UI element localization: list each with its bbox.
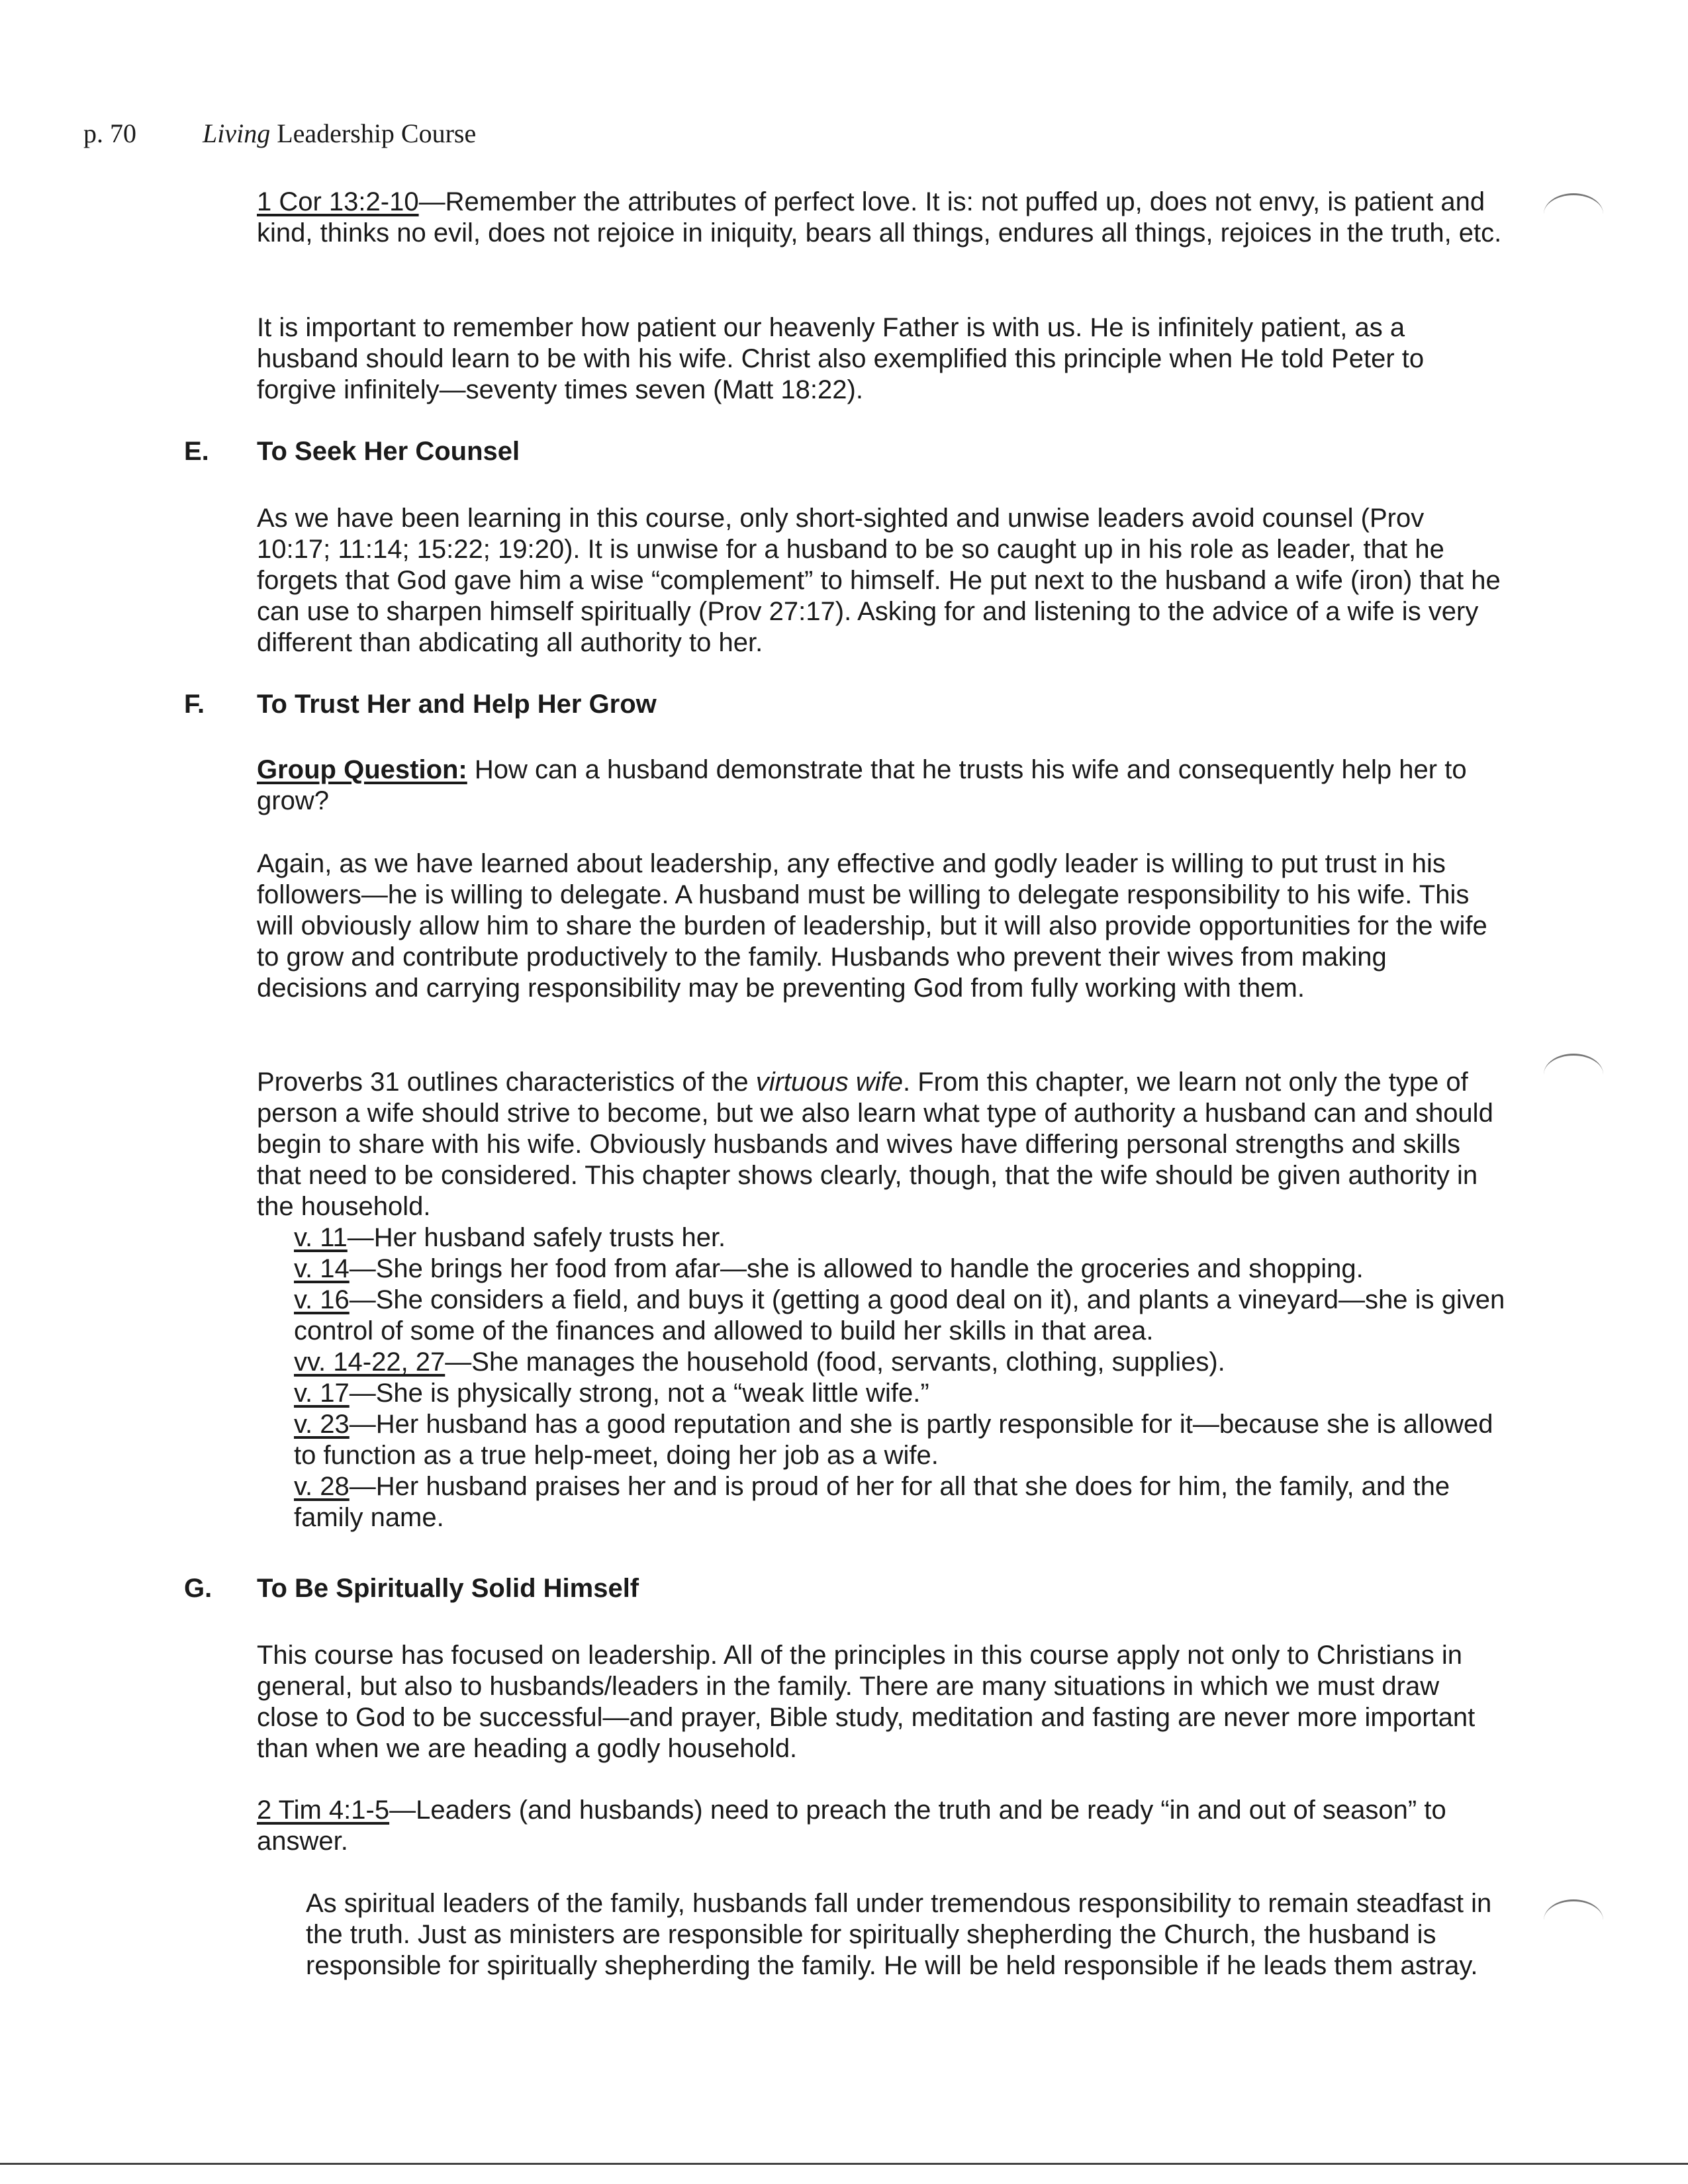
section-e-body <box>257 503 1501 659</box>
verse-text: —She brings her food from afar—she is allowed to handle the groceries and shopping. <box>349 1254 1364 1283</box>
section-g-letter: G. <box>184 1574 212 1603</box>
patience-paragraph <box>257 312 1501 406</box>
group-question-label: Group Question: <box>257 755 467 784</box>
list-item <box>294 1378 1512 1409</box>
verse-ref: v. 28 <box>294 1472 350 1501</box>
verse-ref: vv. 14-22, 27 <box>294 1347 445 1377</box>
verse-ref: v. 17 <box>294 1379 350 1408</box>
course-title: Leadership Course <box>270 118 477 148</box>
timothy-text: —Leaders (and husbands) need to preach the truth and be ready “in and out of season” to answer. <box>257 1796 1446 1856</box>
verse-ref: v. 14 <box>294 1254 350 1283</box>
verse-text: —Her husband has a good reputation and she is partly responsible for it—because she is allowed to function as a true help-meet, doing her job as a wife. <box>294 1410 1493 1470</box>
group-question <box>257 754 1501 817</box>
intro-paragraph <box>257 187 1515 249</box>
list-item <box>294 1285 1512 1347</box>
section-e-text: As we have been learning in this course, only short-sighted and unwise leaders avoid counsel (Prov 10:17; 11:14; 15:22; 19:20). It is unwise for a husband to be so caught up in his role as leader, that he forgets that God gave him a wise “complement” to himself. He put next to the husband a wife (iron) that he can use to sharpen himself spiritually (Prov 27:17). Asking for and listening to the advice of a wife is very different than abdicating all authority to her. <box>257 504 1501 657</box>
delegation-text: Again, as we have learned about leadership, any effective and godly leader is willing to put trust in his followers—he is willing to delegate. A husband must be willing to delegate responsibility to his wife. This will obviously allow him to share the burden of leadership, but it will also provide opportunities for the wife to grow and contribute productively to the family. Husbands who prevent their wives from making decisions and carrying responsibility may be preventing God from fully working with them. <box>257 849 1487 1003</box>
intro-text: —Remember the attributes of perfect love. It is: not puffed up, does not envy, is patient and kind, thinks no evil, does not rejoice in iniquity, bears all things, endures all things, rejoices in the truth, etc. <box>257 187 1502 248</box>
section-f-title: To Trust Her and Help Her Grow <box>257 690 657 719</box>
list-item <box>294 1471 1512 1533</box>
verse-text: —Her husband safely trusts her. <box>347 1223 726 1252</box>
leadership-text: This course has focused on leadership. All of the principles in this course apply not only to Christians in general, but also to husbands/leaders in the family. There are many situations in which we must draw close to God to be successful—and prayer, Bible study, meditation and fasting are never more important than when we are heading a godly household. <box>257 1641 1476 1763</box>
group-question-text: How can a husband demonstrate that he trusts his wife and consequently help her to grow? <box>257 755 1467 815</box>
proverbs-paragraph <box>257 1067 1501 1222</box>
verse-ref: v. 16 <box>294 1285 350 1314</box>
verse-text: —Her husband praises her and is proud of her for all that she does for him, the family, and the family name. <box>294 1472 1450 1532</box>
verse-text: —She manages the household (food, servants, clothing, supplies). <box>445 1347 1225 1377</box>
binder-hole-mark <box>1544 1899 1603 1941</box>
scripture-ref: 2 Tim 4:1-5 <box>257 1796 390 1825</box>
proverbs-text-b: . From this chapter, we learn not only the type of person a wife should strive to become, but we also learn what type of authority a husband can and should begin to share with his wife. Obviously husbands and wives have differing personal strengths and skills that need to be considered. This chapter shows clearly, though, that the wife should be given authority in the household. <box>257 1068 1493 1221</box>
indented-text: As spiritual leaders of the family, husbands fall under tremendous responsibility to remain steadfast in the truth. Just as ministers are responsible for spiritually shepherding the Church, the husband is responsible for spiritually shepherding the family. He will be held responsible if he leads them astray. <box>306 1889 1492 1980</box>
list-item <box>294 1222 1512 1253</box>
course-title-italic: Living <box>203 118 271 148</box>
verse-ref: v. 11 <box>294 1223 348 1252</box>
delegation-paragraph <box>257 848 1501 1004</box>
list-item <box>294 1347 1512 1378</box>
binder-hole-mark <box>1544 1054 1603 1095</box>
proverbs-italic: virtuous wife <box>755 1068 904 1097</box>
section-f-letter: F. <box>184 690 205 719</box>
leadership-paragraph <box>257 1640 1501 1764</box>
binder-hole-mark <box>1544 193 1603 235</box>
scripture-ref: 1 Cor 13:2-10 <box>257 187 419 216</box>
verse-ref: v. 23 <box>294 1410 350 1439</box>
timothy-paragraph <box>257 1795 1501 1857</box>
list-item <box>294 1409 1512 1471</box>
indented-paragraph <box>306 1888 1511 1981</box>
section-e-title: To Seek Her Counsel <box>257 437 520 466</box>
section-g-title: To Be Spiritually Solid Himself <box>257 1574 639 1603</box>
verse-text: —She is physically strong, not a “weak little wife.” <box>349 1379 929 1408</box>
page-header <box>83 118 476 149</box>
section-e-letter: E. <box>184 437 209 466</box>
list-item <box>294 1253 1512 1285</box>
proverbs-text-a: Proverbs 31 outlines characteristics of the <box>257 1068 756 1097</box>
patience-text: It is important to remember how patient our heavenly Father is with us. He is infinitely patient, as a husband should learn to be with his wife. Christ also exemplified this principle when He told Peter to forgive infinitely—seventy times seven (Matt 18:22). <box>257 313 1425 404</box>
verse-text: —She considers a field, and buys it (getting a good deal on it), and plants a vineyard—she is given control of some of the finances and allowed to build her skills in that area. <box>294 1285 1505 1345</box>
page-number: p. 70 <box>83 118 136 148</box>
bottom-rule <box>0 2163 1688 2165</box>
